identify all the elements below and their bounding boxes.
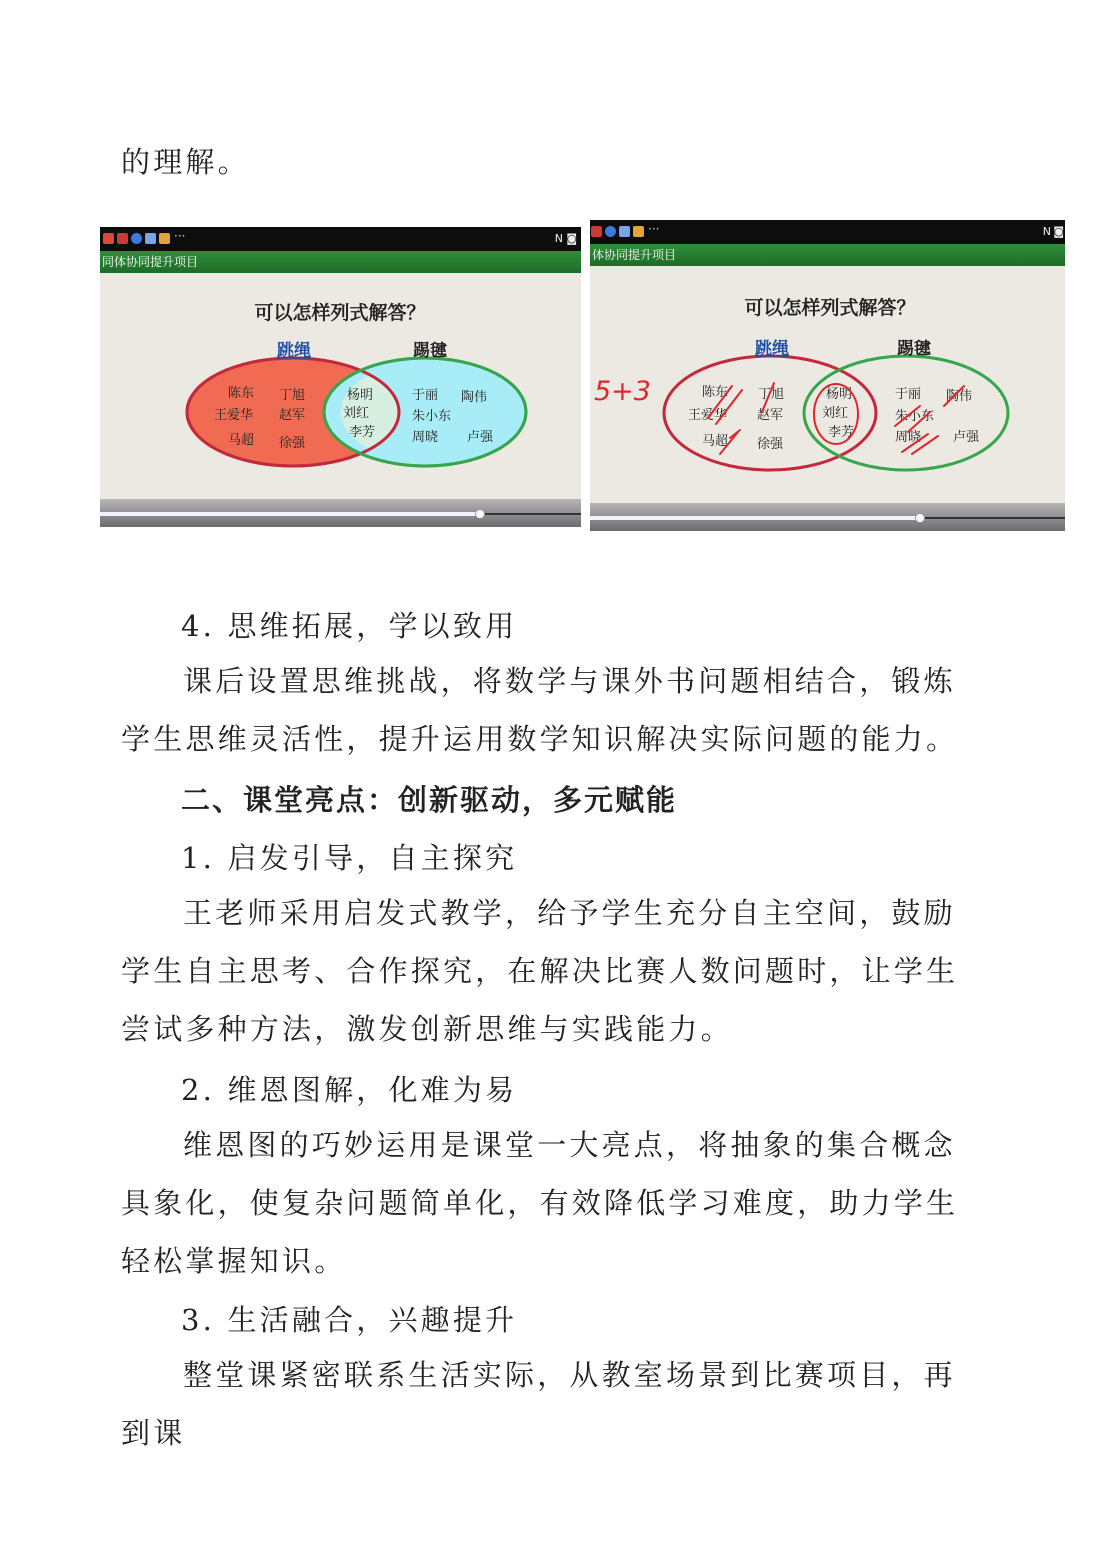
name-b: 周晓	[412, 430, 439, 445]
nfc-icon: N	[1042, 225, 1051, 238]
venn-screenshot-filled	[100, 227, 581, 527]
section-4-heading: 4. 思维拓展，学以致用	[181, 609, 518, 643]
name-a: 陈东	[702, 385, 729, 400]
section-4-paragraph: 课后设置思维挑战，将数学与课外书问题相结合，锻炼学生思维灵活性，提升运用数学知识解决实际问题的能力。	[121, 664, 959, 756]
progress-played	[100, 512, 481, 516]
name-a: 马超	[702, 434, 729, 449]
question-text: 可以怎样列式解答？	[744, 297, 916, 319]
name-b: 朱小东	[895, 409, 935, 424]
venn-diagram	[590, 220, 1065, 531]
venn-screenshot-annotated	[590, 220, 1065, 531]
intro-tail-text: 的理解。	[121, 145, 250, 179]
name-a: 徐强	[279, 436, 306, 451]
name-b: 陶伟	[461, 390, 488, 405]
video-control-bar	[100, 499, 581, 527]
name-a: 王爱华	[214, 408, 254, 423]
name-b: 朱小东	[412, 409, 452, 424]
name-both: 李芳	[828, 425, 855, 440]
name-a: 马超	[228, 433, 255, 448]
highlight-2-paragraph: 维恩图的巧妙运用是课堂一大亮点，将抽象的集合概念具象化，使复杂问题简单化，有效降低学习难度，助力学生轻松掌握知识。	[121, 1128, 959, 1278]
highlight-1-paragraph: 王老师采用启发式教学，给予学生充分自主空间，鼓励学生自主思考、合作探究，在解决比赛人数问题时，让学生尝试多种方法，激发创新思维与实践能力。	[121, 896, 959, 1046]
set-b-label: 踢毽	[897, 339, 931, 359]
highlight-1-heading: 1. 启发引导，自主探究	[181, 841, 518, 875]
more-icon: ···	[174, 229, 186, 243]
vibrate-icon: ◙	[566, 232, 577, 245]
progress-remaining	[481, 513, 581, 515]
app-title-bar: 体协同提升项目	[590, 244, 1065, 266]
handwritten-sum: 5+3	[594, 376, 651, 407]
set-a-label: 跳绳	[277, 341, 311, 361]
name-b: 卢强	[467, 430, 494, 445]
highlight-3-paragraph: 整堂课紧密联系生活实际，从教室场景到比赛项目，再到课	[121, 1358, 956, 1450]
nfc-icon: N	[554, 232, 563, 245]
name-both: 李芳	[349, 425, 376, 440]
name-a: 徐强	[757, 437, 784, 452]
app-title-bar: 同体协同提升项目	[100, 251, 581, 273]
venn-diagram	[100, 227, 581, 527]
set-a-label: 跳绳	[755, 339, 789, 359]
name-b: 于丽	[412, 388, 439, 403]
set-b-label: 踢毽	[413, 341, 447, 361]
name-a: 丁旭	[758, 387, 785, 402]
name-b: 周晓	[895, 430, 922, 445]
progress-remaining	[921, 517, 1065, 519]
name-a: 陈东	[228, 386, 255, 401]
vibrate-icon: ◙	[1053, 225, 1064, 238]
question-text: 可以怎样列式解答？	[254, 302, 426, 324]
name-both: 杨明	[347, 388, 374, 403]
name-a: 赵军	[757, 408, 784, 423]
progress-played	[590, 516, 921, 520]
video-control-bar	[590, 503, 1065, 531]
name-a: 王爱华	[688, 408, 728, 423]
name-both: 刘红	[343, 406, 370, 421]
part-2-heading: 二、课堂亮点：创新驱动，多元赋能	[181, 783, 678, 817]
name-b: 陶伟	[946, 389, 973, 404]
progress-knob[interactable]	[915, 513, 925, 523]
progress-knob[interactable]	[475, 509, 485, 519]
name-b: 于丽	[895, 387, 922, 402]
name-both: 刘红	[822, 406, 849, 421]
name-b: 卢强	[953, 430, 980, 445]
highlight-3-heading: 3. 生活融合，兴趣提升	[181, 1303, 518, 1337]
highlight-2-heading: 2. 维恩图解，化难为易	[181, 1073, 518, 1107]
more-icon: ···	[648, 222, 660, 236]
name-both: 杨明	[826, 387, 853, 402]
name-a: 丁旭	[279, 388, 306, 403]
name-a: 赵军	[279, 408, 306, 423]
